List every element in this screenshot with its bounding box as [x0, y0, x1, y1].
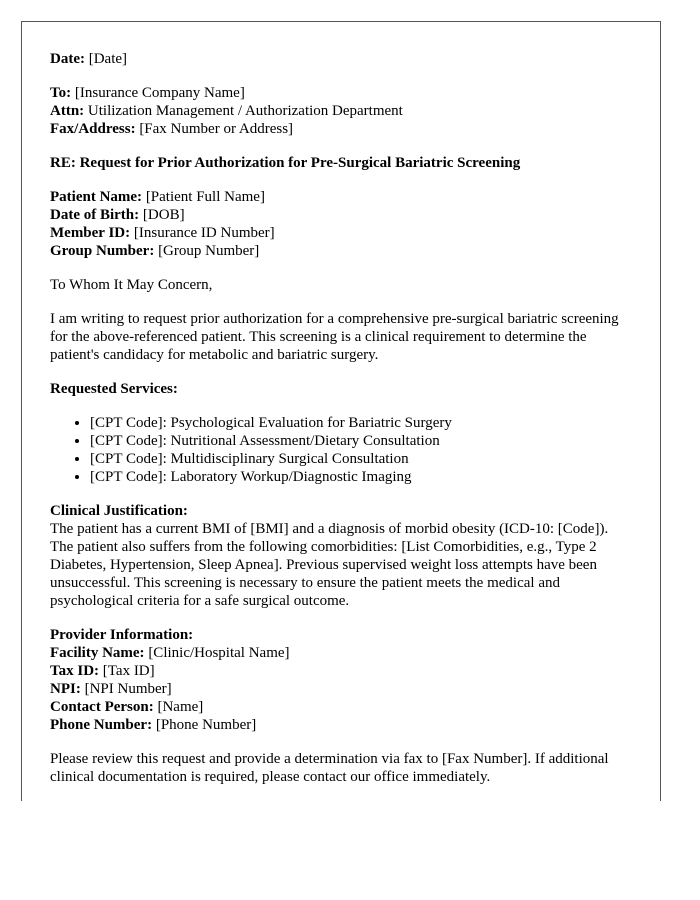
facility-value: [Clinic/Hospital Name]	[148, 645, 290, 661]
patient-name-value: [Patient Full Name]	[145, 189, 265, 205]
patient-name-label: Patient Name:	[50, 189, 143, 205]
npi-line	[50, 680, 633, 698]
npi-value: [NPI Number]	[84, 681, 172, 697]
fax-label: Fax/Address:	[50, 121, 136, 137]
member-id-value: [Insurance ID Number]	[133, 225, 275, 241]
recipient-block	[50, 84, 633, 138]
member-id-line	[50, 224, 633, 242]
list-item: • [CPT Code]: Laboratory Workup/Diagnostic Imaging	[90, 468, 633, 486]
to-label: To:	[50, 85, 72, 101]
provider-heading: Provider Information:	[50, 627, 194, 643]
tax-id-line	[50, 662, 633, 680]
provider-section	[50, 626, 633, 734]
contact-person-line	[50, 698, 633, 716]
fax-value: [Fax Number or Address]	[139, 121, 294, 137]
member-id-label: Member ID:	[50, 225, 131, 241]
phone-number-value: [Phone Number]	[155, 717, 257, 733]
facility-label: Facility Name:	[50, 645, 145, 661]
dob-line	[50, 206, 633, 224]
attn-label: Attn:	[50, 103, 85, 119]
attn-value: Utilization Management / Authorization Department	[87, 103, 403, 119]
phone-number-line	[50, 716, 633, 734]
list-item: • [CPT Code]: Psychological Evaluation for Bariatric Surgery	[90, 414, 633, 432]
date-value: [Date]	[88, 51, 128, 67]
group-number-value: [Group Number]	[158, 243, 260, 259]
letter-page	[21, 21, 661, 801]
fax-line	[50, 120, 633, 138]
tax-id-label: Tax ID:	[50, 663, 100, 679]
list-item: • [CPT Code]: Multidisciplinary Surgical Consultation	[90, 450, 633, 468]
dob-value: [DOB]	[142, 207, 185, 223]
phone-number-label: Phone Number:	[50, 717, 153, 733]
list-item: • [CPT Code]: Nutritional Assessment/Dietary Consultation	[90, 432, 633, 450]
patient-name-line	[50, 188, 633, 206]
intro-paragraph: I am writing to request prior authorization for a comprehensive pre-surgical bariatric screening for the above-referenced patient. This screening is a clinical requirement to determine the patient's candidacy for metabolic and bariatric surgery.	[50, 311, 619, 363]
contact-person-label: Contact Person:	[50, 699, 154, 715]
closing-paragraph: Please review this request and provide a determination via fax to [Fax Number]. If additional clinical documentation is required, please contact our office immediately.	[50, 751, 609, 785]
services-section	[50, 380, 633, 486]
attn-line	[50, 102, 633, 120]
justification-section	[50, 502, 633, 610]
justification-heading: Clinical Justification:	[50, 503, 188, 519]
group-number-line	[50, 242, 633, 260]
to-line	[50, 84, 633, 102]
contact-person-value: [Name]	[157, 699, 204, 715]
services-heading: Requested Services:	[50, 381, 178, 397]
services-list	[50, 414, 633, 486]
tax-id-value: [Tax ID]	[102, 663, 155, 679]
patient-info-block	[50, 188, 633, 260]
subject-line: RE: Request for Prior Authorization for Pre-Surgical Bariatric Screening	[50, 155, 521, 171]
dob-label: Date of Birth:	[50, 207, 140, 223]
npi-label: NPI:	[50, 681, 81, 697]
salutation: To Whom It May Concern,	[50, 277, 213, 293]
group-number-label: Group Number:	[50, 243, 155, 259]
date-label: Date:	[50, 51, 85, 67]
date-line	[50, 50, 633, 68]
to-value: [Insurance Company Name]	[74, 85, 245, 101]
justification-text: The patient has a current BMI of [BMI] and a diagnosis of morbid obesity (ICD-10: [Code]). The patient also suffers from the following comorbidities: [List Comorbidities, e.g., Type 2 Diabetes, Hypertension, Sleep Apnea]. Previous supervised weight loss attempts have been unsuccessful. This screening is necessary to ensure the patient meets the medical and psychological criteria for a safe surgical outcome.	[50, 521, 609, 609]
facility-line	[50, 644, 633, 662]
